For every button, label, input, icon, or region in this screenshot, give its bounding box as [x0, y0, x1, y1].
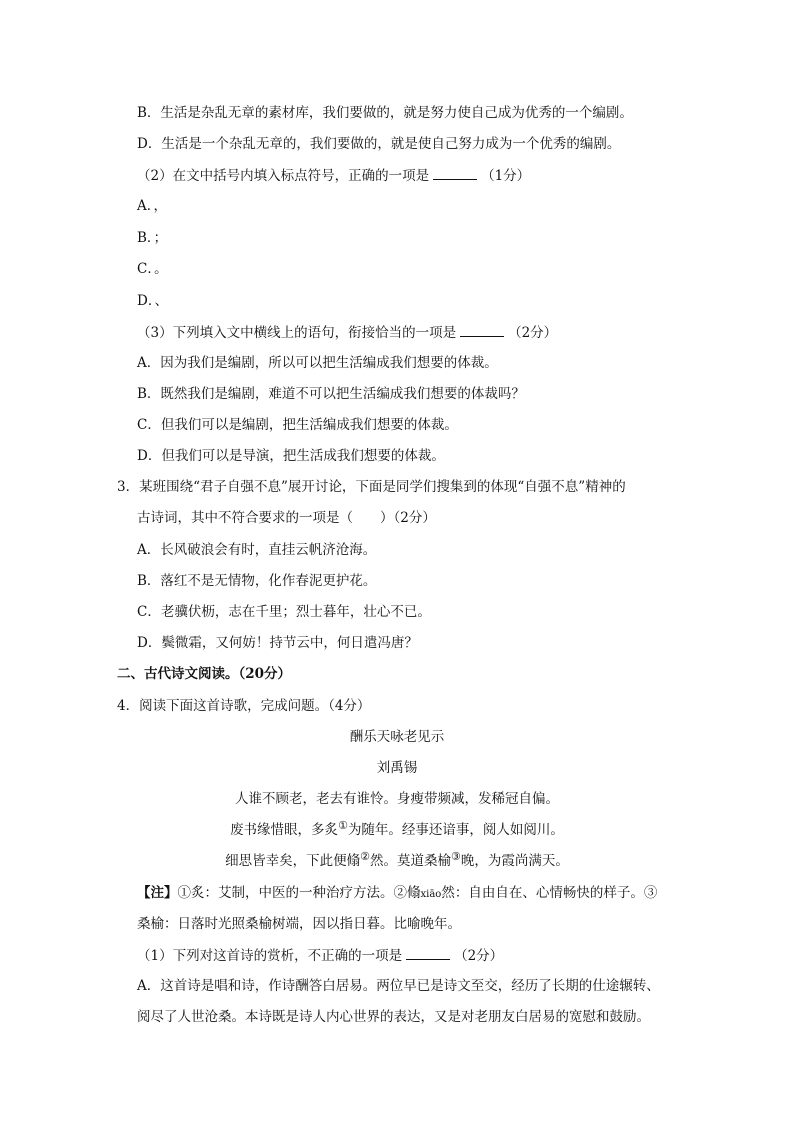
poem-verse-2: 废书缘惜眼，多炙①为随年。经事还谙事，阅人如阅川。	[230, 819, 564, 838]
poem-verse-3: 细思皆幸矣，下此便翛②然。莫道桑榆③晚，为霞尚满天。	[225, 850, 569, 869]
q4-option-a-line2: 阅尽了人世沧桑。本诗既是诗人内心世界的表达，又是对老朋友白居易的宽慰和鼓励。	[137, 1009, 650, 1025]
pinyin: xiāo	[420, 889, 442, 900]
footnote-marker: ③	[451, 850, 461, 863]
footnote-marker: ①	[338, 819, 348, 832]
sub-question-2	[137, 165, 530, 186]
sub-question-2-stem: （2）在文中括号内填入标点符号，正确的一项是	[137, 168, 430, 184]
sub-question-2-score: （1分）	[481, 168, 531, 184]
note-label: 【注】	[137, 885, 178, 901]
sub2-option-b: B．；	[137, 230, 168, 246]
q4-option-a-line1: A．这首诗是唱和诗，作诗酬答白居易。两位早已是诗文至交，经历了长期的仕途辗转、	[137, 978, 660, 994]
footnote-marker: ②	[360, 850, 370, 863]
q3-option-d: D．鬓微霜，又何妨！持节云中，何日遣冯唐？	[137, 635, 418, 651]
poem-verse-1: 人谁不顾老，老去有谁怜。身瘦带频减，发稀冠自偏。	[235, 791, 559, 807]
sub3-option-c: C．但我们可以是编剧，把生活编成我们想要的体裁。	[137, 417, 458, 433]
question-4-stem: 4．阅读下面这首诗歌，完成问题。（4分）	[117, 698, 371, 714]
note-line-1: 【注】①炙：艾制，中医的一种治疗方法。②翛xiāo然：自由自在、心情畅快的样子。③	[137, 885, 658, 901]
sub2-option-a: A．，	[137, 198, 167, 214]
question-3-line2: 古诗词，其中不符合要求的一项是（ ）（2分）	[137, 510, 436, 526]
q3-option-c: C．老骥伏枥，志在千里；烈士暮年，壮心不已。	[137, 604, 431, 620]
q4-sub-question-1: （1）下列对这首诗的赏析，不正确的一项是 （2分）	[137, 945, 503, 966]
sub3-option-b: B．既然我们是编剧，难道不可以把生活编成我们想要的体裁吗？	[137, 386, 525, 402]
sub3-option-d: D．但我们可以是导演，把生活成我们想要的体裁。	[137, 448, 445, 464]
question-3-line1: 3．某班围绕“君子自强不息”展开讨论，下面是同学们搜集到的体现“自强不息”精神的	[117, 479, 626, 495]
option-d-q2-prev: D．生活是一个杂乱无章的，我们要做的，就是使自己努力成为一个优秀的编剧。	[137, 136, 621, 152]
section-heading: 二、古代诗文阅读。（20分）	[117, 666, 292, 682]
sub-question-3-score: （2分）	[508, 325, 558, 341]
sub-question-3-stem: （3）下列填入文中横线上的语句，衔接恰当的一项是	[137, 325, 457, 341]
q3-option-b: B．落红不是无情物，化作春泥更护花。	[137, 573, 377, 589]
sub2-option-c: C．。	[137, 261, 168, 277]
sub2-option-d: D．、	[137, 293, 169, 309]
sub3-option-a: A．因为我们是编剧，所以可以把生活编成我们想要的体裁。	[137, 355, 498, 371]
sub-question-3	[137, 322, 557, 343]
answer-blank	[460, 322, 504, 337]
poem-author: 刘禹锡	[376, 760, 418, 776]
answer-blank	[406, 945, 450, 960]
note-line-2: 桑榆：日落时光照桑榆树端，因以指日暮。比喻晚年。	[137, 916, 461, 932]
q3-option-a: A．长风破浪会有时，直挂云帆济沧海。	[137, 542, 377, 558]
option-b-q2-prev: B．生活是杂乱无章的素材库，我们要做的，就是努力使自己成为优秀的一个编剧。	[137, 105, 633, 121]
poem-title: 酬乐天咏老见示	[349, 729, 445, 745]
answer-blank	[433, 165, 477, 180]
